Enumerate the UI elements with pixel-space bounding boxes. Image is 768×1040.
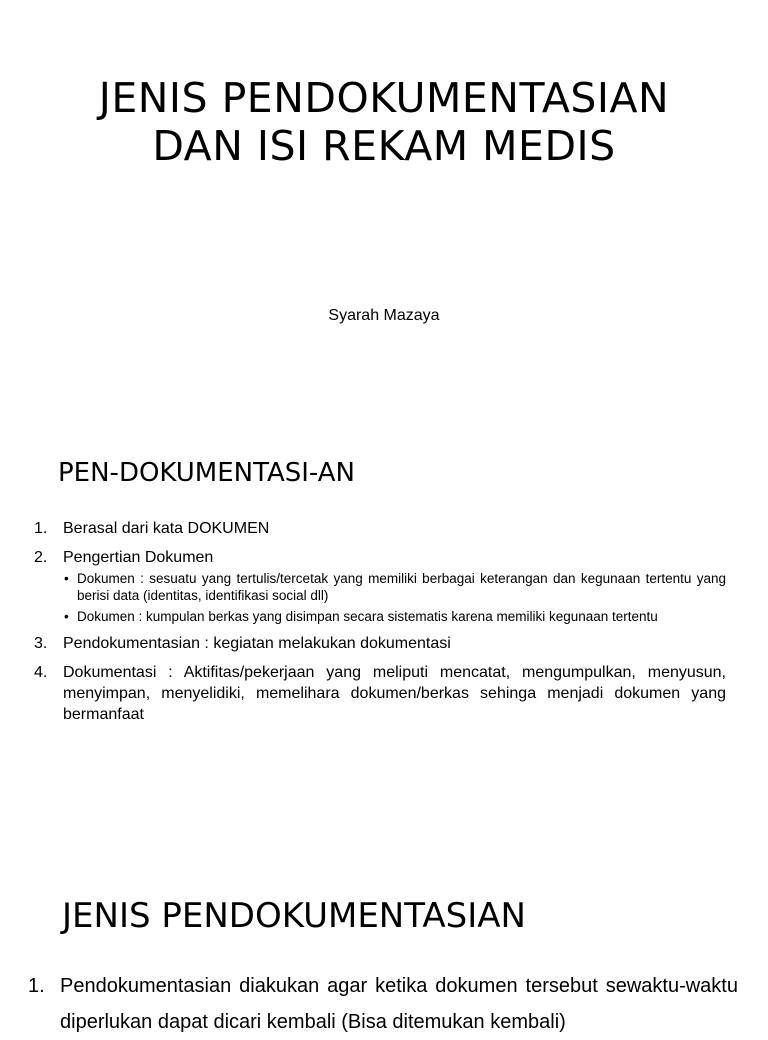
bullet-icon: •	[64, 571, 69, 586]
author-name: Syarah Mazaya	[328, 307, 440, 324]
bullet-item-text: Dokumen : kumpulan berkas yang disimpan secara sistematis karena memiliki kegunaan tertentu	[77, 609, 658, 624]
list-item	[30, 633, 726, 654]
list-number: 2.	[34, 549, 48, 566]
slide-title	[0, 0, 768, 384]
bullet-item	[63, 608, 726, 625]
bullet-item-text: Dokumen : sesuatu yang tertulis/tercetak yang memiliki berbagai keterangan dan kegunaan tertentu yang berisi data (identitas, identifikasi social dll)	[77, 571, 726, 603]
bullet-list	[63, 570, 726, 625]
list-item	[24, 968, 738, 1040]
list-number: 1.	[28, 975, 45, 997]
list-number: 1.	[34, 520, 48, 537]
list-item	[30, 547, 726, 625]
list-item	[30, 662, 726, 725]
list-item-text: Pengertian Dokumen	[63, 549, 214, 566]
list-item-text: Berasal dari kata DOKUMEN	[63, 520, 270, 537]
list-item-text: Pendokumentasian : kegiatan melakukan dokumentasi	[63, 635, 451, 652]
bullet-item	[63, 570, 726, 604]
slide-jenis-pendokumentasian	[0, 860, 768, 1033]
list-item-text: Dokumentasi : Aktifitas/pekerjaan yang meliputi mencatat, mengumpulkan, menyusun, menyimpan, menyelidiki, memelihara dokumen/berkas sehinga menjadi dokumen yang bermanfaat	[63, 664, 726, 723]
numbered-list	[24, 968, 738, 1040]
list-number: 3.	[34, 635, 48, 652]
presentation-title: JENIS PENDOKUMENTASIAN DAN ISI REKAM MEDIS	[98, 74, 670, 170]
slide-heading: JENIS PENDOKUMENTASIAN	[62, 896, 526, 936]
list-item	[30, 518, 726, 539]
bullet-icon: •	[64, 609, 69, 624]
list-number: 4.	[34, 664, 48, 681]
list-item-text: Pendokumentasian diakukan agar ketika dokumen tersebut sewaktu-waktu diperlukan dapat dicari kembali (Bisa ditemukan kembali)	[60, 975, 738, 1033]
slide-pendokumentasian	[0, 410, 768, 770]
numbered-list	[30, 518, 726, 733]
slide-heading: PEN-DOKUMENTASI-AN	[58, 458, 355, 488]
